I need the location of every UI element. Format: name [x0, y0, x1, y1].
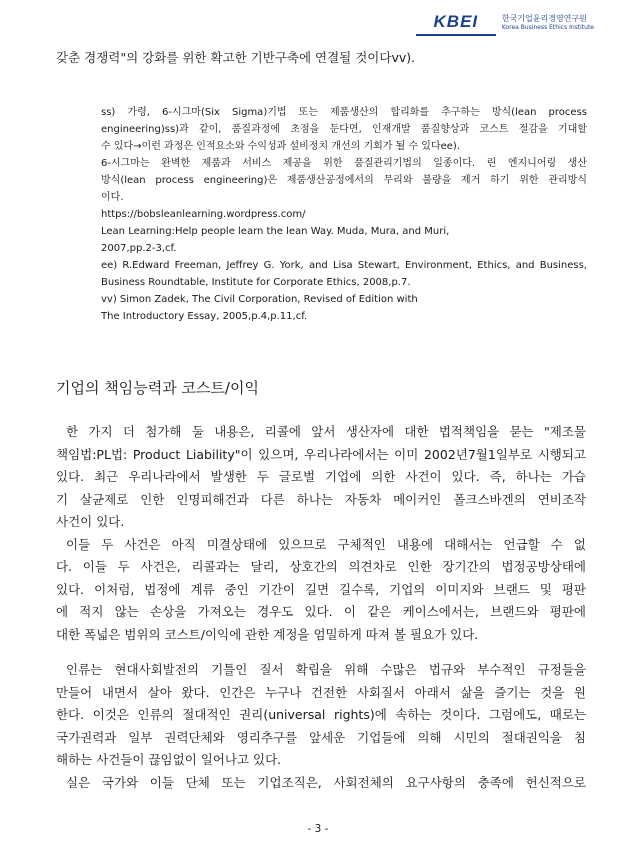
kbei-logo-mark: KBEI	[416, 10, 496, 36]
org-name-english: Korea Business Ethics Institute	[501, 24, 594, 31]
footnote-line: 방식(lean process engineering)은 제품생산공정에서의 무리와 불량을 제거 하기 위한 관리방식	[101, 175, 587, 186]
paragraph-line: 있다. 최근 우리나라에서 발생한 두 글로벌 기업에 의한 사건이 있다. 즉, 하나는 가습	[56, 469, 586, 484]
footnote-line: 이다.	[101, 192, 124, 203]
header-logo	[416, 10, 594, 36]
page-number: - 3 -	[307, 823, 329, 835]
paragraph-gap	[56, 646, 586, 659]
paragraph-line: 에 적지 않는 손상을 가져오는 경우도 있다. 이 같은 케이스에서는, 브랜드와 평판에	[56, 604, 586, 619]
paragraph-line: 한 가지 더 첨가해 둘 내용은, 리콜에 앞서 생산자에 대한 법적책임을 묻는 "제조물	[66, 424, 586, 439]
footnote-url: https://bobsleanlearning.wordpress.com/	[101, 209, 306, 220]
footnote-line: vv) Simon Zadek, The Civil Corporation, Revised of Edition with	[101, 294, 418, 305]
footnote-line: ee) R.Edward Freeman, Jeffrey G. York, and Lisa Stewart, Environment, Ethics, and Business,	[101, 260, 587, 271]
continued-sentence: 갖춘 경쟁력"의 강화를 위한 확고한 기반구축에 연결될 것이다vv).	[56, 50, 416, 65]
footnote-line: 수 있다→이런 과정은 인적요소와 수익성과 설비정치 개선의 기회가 될 수 있다ee).	[101, 141, 461, 152]
paragraph-line: 책임법:PL법: Product Liability"이 있으며, 우리나라에서는 이미 2002년7월1일부로 시행되고	[56, 446, 586, 462]
footnote-line: engineering)ss)과 같이, 품질과정에 초점을 둔다면, 인재개발 품질향상과 코스트 절감을 기대할	[101, 124, 587, 135]
footnote-line: ss) 가령, 6-시그마(Six Sigma)기법 또는 제품생산의 합리화를 추구하는 방식(lean process	[101, 107, 587, 118]
footnotes	[101, 104, 587, 325]
paragraph-line: 사건이 있다.	[56, 514, 125, 529]
org-name-korean: 한국기업윤리경영연구원	[501, 14, 587, 23]
paragraph-line: 인류는 현대사회발전의 기틀인 질서 확립을 위해 수많은 법규와 부수적인 규정들을	[66, 662, 586, 677]
paragraph-line: 국가권력과 일부 권력단체와 영리추구를 앞세운 기업들에 의해 시민의 절대권익을 침	[56, 729, 586, 745]
paragraph-line: 한다. 이것은 인류의 절대적인 권리(universal rights)에 속하는 것이다. 그럼에도, 때로는	[56, 707, 586, 722]
paragraph-line: 만들어 내면서 살아 왔다. 인간은 누구나 건전한 사회질서 아래서 삶을 즐기는 것을 원	[56, 684, 586, 700]
paragraph-line: 기 살균제로 인한 인명피해건과 다른 하나는 자동차 메이커인 폴크스바겐의 연비조작	[56, 491, 586, 507]
section-title: 기업의 책임능력과 코스트/이익	[56, 379, 259, 397]
footnote-line: The Introductory Essay, 2005,p.4,p.11,cf.	[101, 311, 308, 322]
paragraph-line: 실은 국가와 이들 단체 또는 기업조직은, 사회전체의 요구사항의 충족에 헌신적으로	[66, 774, 586, 790]
paragraph-line: 대한 폭넓은 범위의 코스트/이익에 관한 계정을 엄밀하게 따져 볼 필요가 있다.	[56, 626, 479, 642]
paragraph-line: 해하는 사건들이 끊임없이 일어나고 있다.	[56, 752, 282, 767]
paragraph-line: 다. 이들 두 사건은, 리콜과는 달리, 상호간의 의견차로 인한 장기간의 법정공방상태에	[56, 559, 586, 574]
footnote-line: Lean Learning:Help people learn the lean Way. Muda, Mura, and Muri,	[101, 226, 450, 237]
logo-text	[502, 14, 594, 32]
body-text	[56, 421, 586, 794]
paragraph-line: 이들 두 사건은 아직 미결상태에 있으므로 구체적인 내용에 대해서는 언급할 수 없	[66, 536, 586, 552]
footnote-line: 6-시그마는 완벽한 제품과 서비스 제공을 위한 품질관리기법의 일종이다. 린 엔지니어링 생산	[101, 158, 587, 169]
footnote-line: 2007,pp.2-3,cf.	[101, 243, 177, 254]
footnote-line: Business Roundtable, Institute for Corporate Ethics, 2008,p.7.	[101, 277, 411, 288]
paragraph-line: 있다. 이처럼, 법정에 계류 중인 기간이 길면 길수록, 기업의 이미지와 브랜드 및 평판	[56, 581, 586, 597]
